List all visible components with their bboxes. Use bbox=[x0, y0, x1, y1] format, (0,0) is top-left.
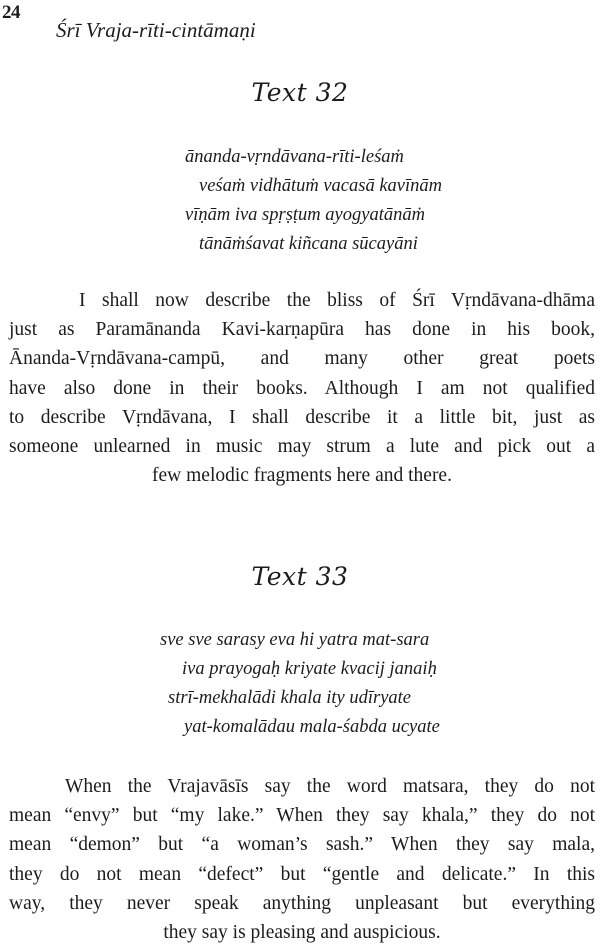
verse-line: ānanda-vṛndāvana-rīti-leśaṁ bbox=[185, 147, 404, 167]
verse-text-32 bbox=[185, 143, 442, 259]
translation-text-33 bbox=[9, 772, 595, 947]
prose-line: way, they never speak anything unpleasant but everything bbox=[9, 892, 595, 914]
prose-line: I shall now describe the bliss of Śrī Vṛndāvana-dhāma bbox=[79, 290, 595, 311]
verse-line: vīṇām iva spṛṣṭum ayogyatānāṁ bbox=[185, 205, 425, 225]
prose-line: they do not mean “defect” but “gentle and delicate.” In this bbox=[9, 863, 595, 885]
prose-line: someone unlearned in music may strum a lute and pick out a bbox=[9, 436, 595, 458]
prose-line: few melodic fragments here and there. bbox=[152, 465, 452, 487]
prose-line: mean “envy” but “my lake.” When they say khala,” they do not bbox=[9, 805, 595, 827]
prose-line: have also done in their books. Although I am not qualified bbox=[9, 377, 595, 399]
verse-line: tānāṁśavat kiñcana sūcayāni bbox=[199, 234, 418, 254]
translation-text-32 bbox=[9, 286, 595, 490]
prose-line: mean “demon” but “a woman’s sash.” When they say mala, bbox=[9, 834, 595, 856]
prose-line: to describe Vṛndāvana, I shall describe it a little bit, just as bbox=[9, 406, 595, 428]
verse-line: sve sve sarasy eva hi yatra mat-sara bbox=[160, 630, 430, 650]
section-heading-text-32: Text 32 bbox=[251, 78, 349, 107]
prose-line: When the Vrajavāsīs say the word matsara, they do not bbox=[65, 776, 595, 797]
section-heading-text-33: Text 33 bbox=[251, 562, 349, 591]
prose-line: just as Paramānanda Kavi-karṇapūra has done in his book, bbox=[9, 319, 595, 341]
verse-line: strī-mekhalādi khala ity udīryate bbox=[168, 688, 412, 708]
verse-line: iva prayogaḥ kriyate kvacij janaiḥ bbox=[182, 659, 437, 679]
running-head: Śrī Vraja-rīti-cintāmaṇi bbox=[56, 18, 256, 42]
verse-line: veśaṁ vidhātuṁ vacasā kavīnām bbox=[199, 176, 443, 196]
page-number: 24 bbox=[2, 2, 20, 23]
prose-line: they say is pleasing and auspicious. bbox=[163, 922, 441, 944]
prose-line: Ānanda-Vṛndāvana-campū, and many other great poets bbox=[9, 348, 595, 370]
verse-text-33 bbox=[160, 626, 440, 742]
verse-line: yat-komalādau mala-śabda ucyate bbox=[184, 717, 440, 737]
